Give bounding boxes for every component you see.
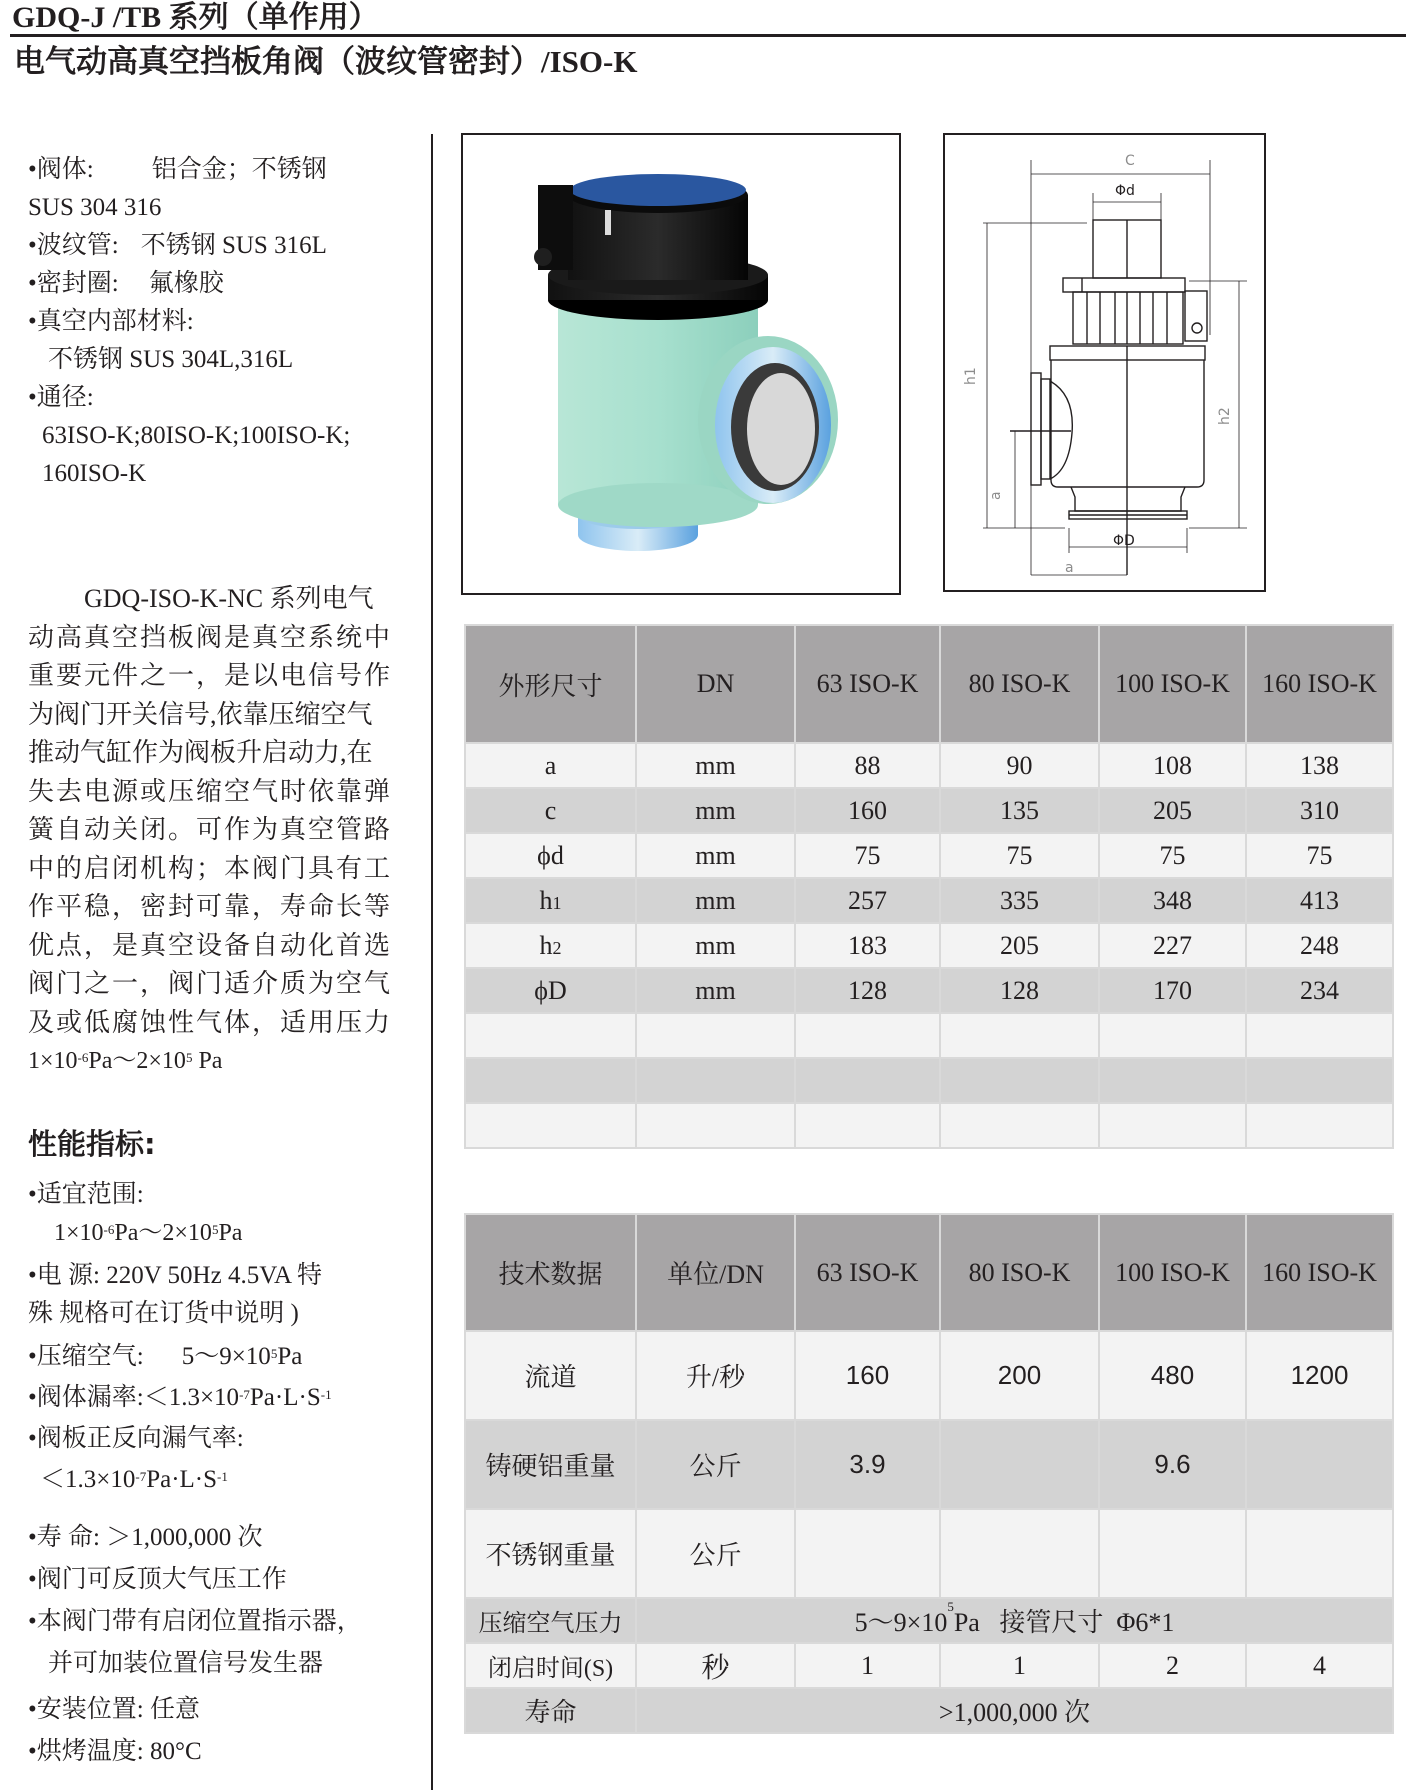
perf-power-1: •电 源: 220V 50Hz 4.5VA 特 — [28, 1262, 322, 1289]
col-header: 100 ISO-K — [1099, 625, 1246, 743]
value-cell: 135 — [940, 788, 1099, 833]
value-cell — [1099, 1509, 1246, 1598]
value-cell: 75 — [940, 833, 1099, 878]
product-photo — [461, 133, 901, 595]
product-title-cn: 电气动高真空挡板角阀（波纹管密封） — [14, 44, 541, 80]
value-cell: 257 — [795, 878, 940, 923]
table-row — [465, 923, 1393, 968]
valve-dimension-drawing — [945, 135, 1264, 590]
col-header: 63 ISO-K — [795, 1214, 940, 1331]
table-row — [465, 743, 1393, 788]
col-header: 外形尺寸 — [465, 625, 636, 743]
header-rule — [10, 34, 1406, 37]
unit-cell: mm — [636, 743, 795, 788]
value-cell: 234 — [1246, 968, 1393, 1013]
col-header: 单位/DN — [636, 1214, 795, 1331]
value-cell — [1246, 1420, 1393, 1509]
value-cell: 205 — [1099, 788, 1246, 833]
table-header-row — [465, 625, 1393, 743]
unit-cell: 公斤 — [636, 1420, 795, 1509]
svg-text:a: a — [1065, 560, 1074, 576]
param-cell: 铸硬铝重量 — [465, 1420, 636, 1509]
dimension-drawing — [943, 133, 1266, 592]
col-header: DN — [636, 625, 795, 743]
value-cell: 413 — [1246, 878, 1393, 923]
series-title: GDQ-J /TB 系列（单作用） — [12, 1, 379, 34]
desc-line: GDQ-ISO-K-NC 系列电气 — [84, 584, 374, 613]
perf-plate-leak-value: $<1.3\times 10^{-7}Pa\cdot L\cdot S^{-1}$ — [40, 1466, 228, 1493]
empty-row — [465, 1103, 1393, 1148]
col-header: 80 ISO-K — [940, 1214, 1099, 1331]
value-cell: 128 — [940, 968, 1099, 1013]
perf-power-2: 殊 规格可在订货中说明 ) — [28, 1300, 299, 1327]
desc-line: 中的启闭机构；本阀门具有工 — [28, 853, 393, 883]
value-cell — [1246, 1509, 1393, 1598]
perf-life: •寿 命: ＞1,000,000 次 — [28, 1524, 263, 1551]
desc-line: 及或低腐蚀性气体，适用压力 — [28, 1007, 393, 1037]
param-cell: ϕd — [465, 833, 636, 878]
ss-weight-row — [465, 1509, 1393, 1598]
param-cell: 寿命 — [465, 1688, 636, 1733]
value-cell: 75 — [795, 833, 940, 878]
value-cell: 90 — [940, 743, 1099, 788]
table-header-row — [465, 1214, 1393, 1331]
svg-text:a: a — [988, 491, 1004, 500]
value-cell — [940, 1509, 1099, 1598]
performance-heading: 性能指标: — [28, 1127, 156, 1161]
value-cell: 1 — [940, 1643, 1099, 1688]
value-cell: 88 — [795, 743, 940, 788]
perf-mounting: •安装位置: 任意 — [28, 1696, 200, 1723]
param-cell: ϕD — [465, 968, 636, 1013]
table-row — [465, 788, 1393, 833]
col-header: 160 ISO-K — [1246, 625, 1393, 743]
perf-bake-temp: •烘烤温度: 80°C — [28, 1738, 202, 1765]
value-cell: 1 — [795, 1643, 940, 1688]
tech-data-table — [464, 1213, 1394, 1734]
desc-line: 簧自动关闭。可作为真空管路 — [28, 815, 393, 844]
value-cell — [795, 1509, 940, 1598]
perf-reverse-pressure: •阀门可反顶大气压工作 — [28, 1566, 287, 1593]
desc-line: 动高真空挡板阀是真空系统中 — [28, 622, 393, 652]
empty-row — [465, 1058, 1393, 1103]
col-header: 63 ISO-K — [795, 625, 940, 743]
air-pressure-row — [465, 1598, 1393, 1643]
flow-row — [465, 1331, 1393, 1420]
nominal-size-label: •通径: — [28, 384, 94, 411]
value-cell: 170 — [1099, 968, 1246, 1013]
perf-body-leak: •阀体漏率$:<1.3\times 10^{-7}Pa\cdot L\cdot S^{-1}$ — [28, 1384, 332, 1411]
material-seal: •密封圈: 氟橡胶 — [28, 270, 224, 297]
material-vacuum-internal-value: 不锈钢 SUS 304L,316L — [48, 346, 294, 373]
param-cell: h1 — [465, 878, 636, 923]
desc-line: 作平稳，密封可靠，寿命长等 — [28, 892, 393, 921]
product-title-suffix: /ISO-K — [541, 44, 638, 79]
product-title — [14, 42, 637, 82]
col-header: 80 ISO-K — [940, 625, 1099, 743]
value-cell: 2 — [1099, 1643, 1246, 1688]
perf-plate-leak-label: •阀板正反向漏气率: — [28, 1425, 244, 1452]
param-cell: 不锈钢重量 — [465, 1509, 636, 1598]
desc-line: 推动气缸作为阀板升启动力,在 — [28, 738, 373, 767]
svg-text:Φd: Φd — [1115, 183, 1135, 199]
unit-cell: 升/秒 — [636, 1331, 795, 1420]
empty-row — [465, 1013, 1393, 1058]
param-cell: 流道 — [465, 1331, 636, 1420]
value-cell: 310 — [1246, 788, 1393, 833]
value-cell: 160 — [795, 788, 940, 833]
value-cell: 138 — [1246, 743, 1393, 788]
desc-line: 重要元件之一，是以电信号作 — [28, 661, 393, 690]
nominal-size-values-2: 160ISO-K — [42, 460, 147, 487]
param-cell: h2 — [465, 923, 636, 968]
param-cell: c — [465, 788, 636, 833]
material-body-grade: SUS 304 316 — [28, 194, 162, 221]
valve-photo-illustration — [463, 135, 899, 593]
life-value: >1,000,000 次 — [636, 1688, 1393, 1733]
switch-time-row — [465, 1643, 1393, 1688]
unit-cell: 秒 — [636, 1643, 795, 1688]
value-cell: 200 — [940, 1331, 1099, 1420]
value-cell: 160 — [795, 1331, 940, 1420]
value-cell: 128 — [795, 968, 940, 1013]
perf-range-label: •适宜范围: — [28, 1181, 144, 1208]
svg-text:h1: h1 — [963, 367, 979, 385]
dim-label-c: C — [1125, 153, 1135, 169]
perf-compressed-air: •压缩空气: $5\sim 9\times 10^5Pa$ — [28, 1343, 303, 1370]
value-cell: 4 — [1246, 1643, 1393, 1688]
param-cell: 闭启时间(S) — [465, 1643, 636, 1688]
perf-indicator-1: •本阀门带有启闭位置指示器， — [28, 1608, 362, 1635]
param-cell: a — [465, 743, 636, 788]
col-header: 技术数据 — [465, 1214, 636, 1331]
value-cell: 108 — [1099, 743, 1246, 788]
table-row — [465, 878, 1393, 923]
value-cell: 480 — [1099, 1331, 1246, 1420]
value-cell: 75 — [1099, 833, 1246, 878]
product-description — [28, 580, 408, 1081]
material-vacuum-internal: •真空内部材料: — [28, 308, 194, 335]
unit-cell: mm — [636, 833, 795, 878]
al-weight-row — [465, 1420, 1393, 1509]
value-cell: 348 — [1099, 878, 1246, 923]
unit-cell: mm — [636, 878, 795, 923]
life-row — [465, 1688, 1393, 1733]
col-header: 100 ISO-K — [1099, 1214, 1246, 1331]
value-cell: 335 — [940, 878, 1099, 923]
value-cell: 205 — [940, 923, 1099, 968]
value-cell: 248 — [1246, 923, 1393, 968]
material-body: •阀体: 铝合金；不锈钢 — [28, 156, 327, 183]
value-cell: 1200 — [1246, 1331, 1393, 1420]
air-pressure-value: $5\sim 9\times 10^5Pa$ 接管尺寸 Φ6*1 — [636, 1598, 1393, 1643]
desc-line: 阀门之一，阀门适介质为空气 — [28, 969, 393, 998]
value-cell: 9.6 — [1099, 1420, 1246, 1509]
table-row — [465, 833, 1393, 878]
svg-text:h2: h2 — [1217, 407, 1233, 425]
value-cell: 183 — [795, 923, 940, 968]
table-row — [465, 968, 1393, 1013]
param-cell: 压缩空气压力 — [465, 1598, 636, 1643]
svg-text:ΦD: ΦD — [1113, 533, 1135, 549]
column-divider — [431, 134, 433, 1790]
material-bellows: •波纹管: 不锈钢 SUS 316L — [28, 232, 327, 259]
desc-pressure-range: $1\times 10^{-6}Pa\sim 2\times 10^5$ Pa — [28, 1048, 223, 1074]
unit-cell: mm — [636, 788, 795, 833]
nominal-size-values-1: 63ISO-K;80ISO-K;100ISO-K; — [42, 422, 351, 449]
value-cell: 3.9 — [795, 1420, 940, 1509]
perf-indicator-2: 并可加装位置信号发生器 — [48, 1650, 324, 1677]
unit-cell: 公斤 — [636, 1509, 795, 1598]
desc-line: 优点，是真空设备自动化首选 — [28, 930, 393, 960]
value-cell — [940, 1420, 1099, 1509]
value-cell: 227 — [1099, 923, 1246, 968]
perf-range-value: $1\times 10^{-6}Pa\sim 2\times 10^5Pa$ — [54, 1220, 243, 1246]
unit-cell: mm — [636, 923, 795, 968]
col-header: 160 ISO-K — [1246, 1214, 1393, 1331]
value-cell: 75 — [1246, 833, 1393, 878]
desc-line: 失去电源或压缩空气时依靠弹 — [28, 776, 393, 806]
dimension-table — [464, 624, 1394, 1149]
unit-cell: mm — [636, 968, 795, 1013]
desc-line: 为阀门开关信号,依靠压缩空气 — [28, 699, 373, 729]
